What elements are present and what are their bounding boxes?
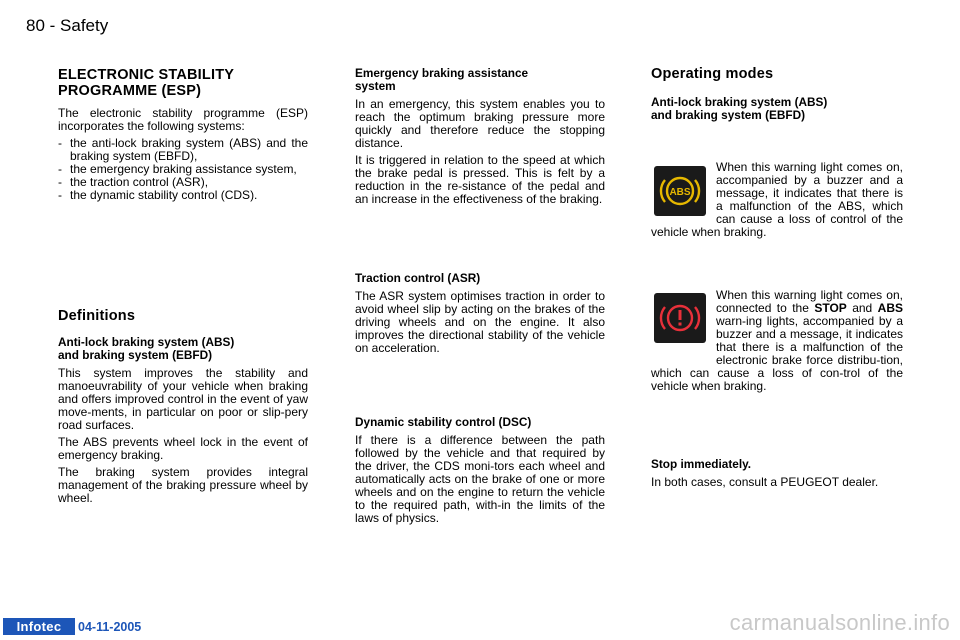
abs-paragraph-3: The braking system provides integral management of the braking pressure wheel by wheel. <box>58 465 308 505</box>
esp-title <box>58 67 308 99</box>
eba-heading-line2: system <box>355 79 396 93</box>
dsc-block <box>355 416 605 529</box>
abs-heading-line2: and braking system (EBFD) <box>58 348 213 362</box>
footer-date: 04-11-2005 <box>78 620 142 634</box>
esp-title-line1: ELECTRONIC STABILITY <box>58 67 235 83</box>
asr-heading: Traction control (ASR) <box>355 271 481 285</box>
esp-title-line2: PROGRAMME (ESP) <box>58 83 202 99</box>
operating-modes-heading: Operating modes <box>651 66 774 82</box>
modes-subheading <box>651 96 903 122</box>
list-item: - the dynamic stability control (CDS). <box>58 188 258 202</box>
eba-paragraph-2: It is triggered in relation to the speed at which the brake pedal is pressed. This is felt by a reduction in the re-sistance of the pedal and an increase in the effectiveness of the braking. <box>355 153 605 206</box>
stop-heading: Stop immediately. <box>651 457 752 471</box>
infotec-logo: Infotec <box>3 618 75 635</box>
page-number: 80 <box>26 16 45 35</box>
modes-sub-line1: Anti-lock braking system (ABS) <box>651 95 828 109</box>
abs-warning-text-top <box>651 161 903 239</box>
modes-sub-line2: and braking system (EBFD) <box>651 108 806 122</box>
list-item: - the anti-lock braking system (ABS) and the braking system (EBFD), <box>58 136 308 163</box>
esp-systems-list <box>58 137 308 202</box>
stop-label: STOP <box>814 301 847 315</box>
dsc-heading: Dynamic stability control (DSC) <box>355 415 532 429</box>
chapter-title: Safety <box>60 16 109 35</box>
eba-block <box>355 67 605 210</box>
page-header <box>26 16 108 36</box>
stop-block <box>651 458 903 493</box>
eba-heading-line1: Emergency braking assistance <box>355 66 529 80</box>
list-item: - the emergency braking assistance system, <box>58 162 297 176</box>
abs-warning-text: When this warning light comes on, accompanied by a buzzer and a message, it indicates that there is a malfunction of the ABS, which can cause a loss of control of the vehicle when braking. <box>651 160 903 239</box>
eba-paragraph-1: In an emergency, this system enables you to reach the optimum braking pressure more quickly and therefore reduce the stopping distance. <box>355 97 605 150</box>
brake-warning-text: When this warning light comes on, connected to the STOP and ABS warn-ing lights, accompanied by a buzzer and a message, it indicates that there is a malfunction of the electronic brake force distribu-tion, which can cause a loss of con-trol of the vehicle when braking. <box>651 288 903 393</box>
watermark: carmanualsonline.info <box>729 610 950 635</box>
stop-text: In both cases, consult a PEUGEOT dealer. <box>651 475 879 489</box>
asr-block <box>355 272 605 359</box>
icon-spacer <box>651 289 716 355</box>
abs-label: ABS <box>877 301 903 315</box>
abs-definition-block <box>58 336 308 509</box>
dsc-paragraph: If there is a difference between the path followed by the vehicle and that required by the driver, the CDS moni-tors each wheel and automatically acts on the brake of one or more wheels and on the engine to return the vehicle to the required path, with-in the limits of the laws of physics. <box>355 433 605 525</box>
abs-paragraph-1: This system improves the stability and manoeuvrability of your vehicle when braking and offers improved control in the event of yaw move-ments, in particular on poor or slip-pery road surfaces. <box>58 366 308 432</box>
esp-intro-block <box>58 107 308 202</box>
abs-icon-label: ABS <box>669 187 691 198</box>
definitions-heading: Definitions <box>58 308 136 324</box>
brake-warning-text-top <box>651 289 903 393</box>
abs-heading-line1: Anti-lock braking system (ABS) <box>58 335 235 349</box>
header-separator: - <box>44 16 61 35</box>
abs-paragraph-2: The ABS prevents wheel lock in the event of emergency braking. <box>58 435 308 462</box>
icon-spacer <box>651 161 716 223</box>
asr-paragraph: The ASR system optimises traction in order to avoid wheel slip by acting on the brakes of the driving wheels and on the engine. It also improves the directional stability of the vehicle on acceleration. <box>355 289 605 355</box>
list-item: - the traction control (ASR), <box>58 175 209 189</box>
esp-intro: The electronic stability programme (ESP) incorporates the following systems: <box>58 106 308 133</box>
